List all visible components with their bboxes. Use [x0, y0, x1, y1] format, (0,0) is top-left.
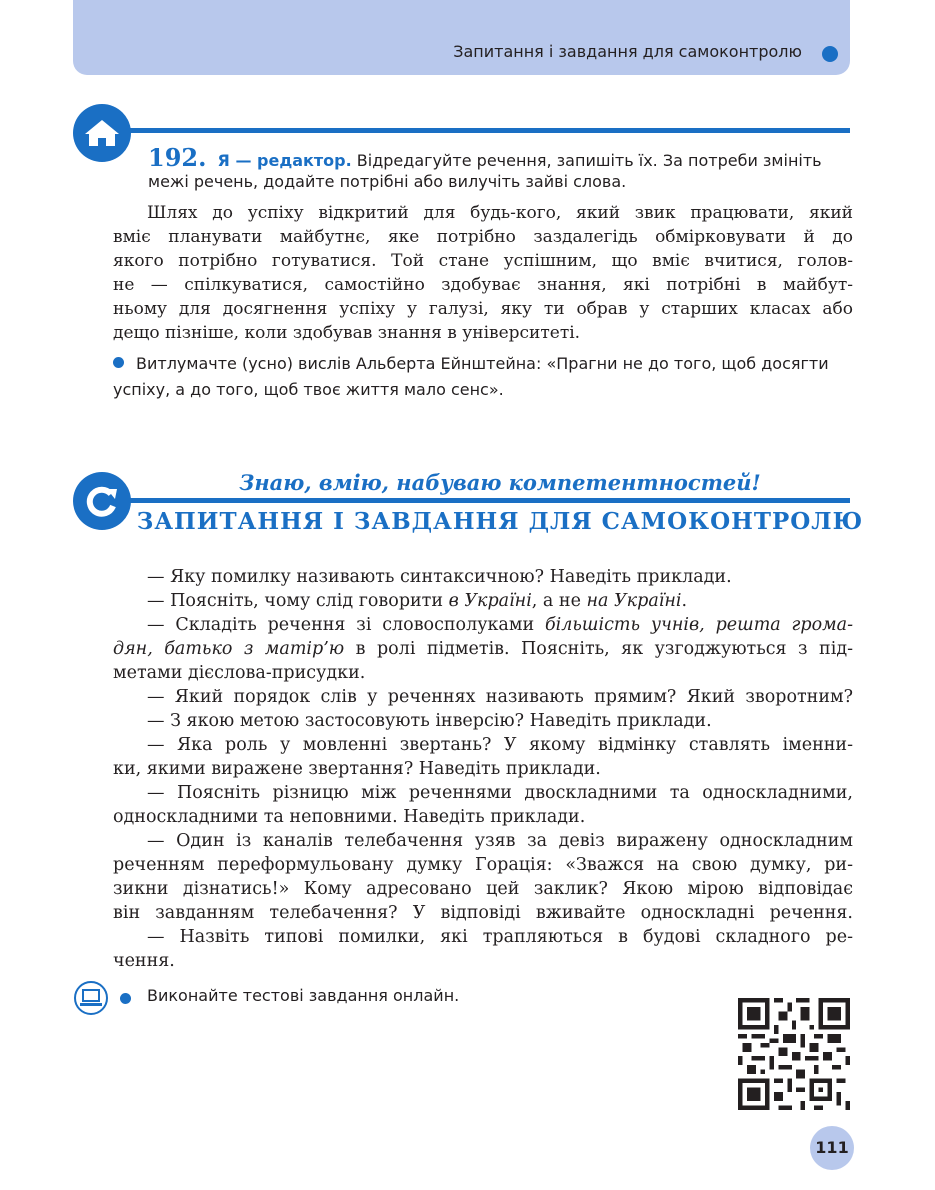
header-dot	[822, 46, 838, 62]
question-cont: ки, якими виражене звертання? Наведіть приклади.	[113, 759, 601, 779]
question-cont: метами дієслова-присудки.	[113, 663, 366, 683]
exercise-rule	[120, 128, 850, 133]
text-line: Шлях до успіху відкритий для будь-кого, який звик працювати, який	[147, 203, 853, 223]
text-line: ньому для досягнення успіху у галузі, яку ти обрав у старших класах або	[113, 299, 853, 319]
bullet-dot	[120, 993, 131, 1004]
question: — Один із каналів телебачення узяв за девіз виражену односкладним	[147, 831, 853, 851]
online-task-text: Виконайте тестові завдання онлайн.	[147, 986, 460, 1005]
question-cont: чення.	[113, 951, 175, 971]
page-header	[73, 0, 850, 75]
question: — Назвіть типові помилки, які трапляються в будові складного ре-	[147, 927, 853, 947]
exercise-instruction-cont: межі речень, додайте потрібні або вилучіть зайві слова.	[148, 172, 627, 191]
header-title: Запитання і завдання для самоконтролю	[453, 42, 802, 61]
question-cont: зикни дізнатись!» Кому адресовано цей заклик? Якою мірою відповідає	[113, 879, 853, 899]
text-line: не — спілкуватися, самостійно здобуває знання, які потрібні в майбут-	[113, 275, 853, 295]
question: — З якою метою застосовують інверсію? Наведіть приклади.	[147, 711, 712, 731]
question: — Поясніть різницю між реченнями двоскладними та односкладними,	[147, 783, 853, 803]
exercise-title: Я — редактор.	[217, 151, 352, 170]
text-line: дещо пізніше, коли здобував знання в університеті.	[113, 323, 581, 343]
exercise-instruction: Відредагуйте речення, запишіть їх. За потреби змініть	[356, 151, 822, 170]
section-title: ЗАПИТАННЯ І ЗАВДАННЯ ДЛЯ САМОКОНТРОЛЮ	[136, 508, 864, 535]
question: — Який порядок слів у реченнях називають прямим? Який зворотним?	[147, 687, 853, 707]
bullet-dot	[113, 357, 124, 368]
laptop-icon	[73, 980, 109, 1016]
question: — Яка роль у мовленні звертань? У якому відмінку ставлять іменни-	[147, 735, 853, 755]
qr-code[interactable]	[738, 998, 850, 1110]
text-line: вміє планувати майбутнє, яке потрібно заздалегідь обмірковувати й до	[113, 227, 853, 247]
einstein-task-text: Витлумачте (усно) вислів Альберта Ейнштейна: «Прагни не до того, щоб досягти	[136, 354, 829, 373]
exercise-text	[113, 201, 853, 345]
page-number: 111	[810, 1126, 854, 1170]
question: — Поясніть, чому слід говорити в Україні, а не на Україні.	[147, 591, 688, 611]
questions-list	[113, 565, 853, 973]
einstein-task	[113, 351, 853, 403]
section-subtitle: Знаю, вмію, набуваю компетентностей!	[239, 470, 761, 495]
question-cont: він завданням телебачення? У відповіді вживайте односкладні речення.	[113, 903, 853, 923]
question-cont: односкладними та неповними. Наведіть приклади.	[113, 807, 586, 827]
question-cont: реченням переформульовану думку Горація: «Зважся на свою думку, ри-	[113, 855, 853, 875]
question: — Яку помилку називають синтаксичною? Наведіть приклади.	[147, 567, 732, 587]
section-rule	[120, 498, 850, 503]
einstein-task-text-cont: успіху, а до того, щоб твоє життя мало сенс».	[113, 380, 504, 399]
question-cont: дян, батько з матір’ю в ролі підметів. Поясніть, як узгоджуються з під-	[113, 639, 854, 659]
home-icon	[73, 104, 131, 162]
exercise-number: 192.	[148, 143, 207, 172]
exercise-heading	[148, 143, 852, 172]
text-line: якого потрібно готуватися. Той стане успішним, що вміє вчитися, голов-	[113, 251, 853, 271]
question: — Складіть речення зі словосполуками більшість учнів, решта грома-	[147, 615, 853, 635]
